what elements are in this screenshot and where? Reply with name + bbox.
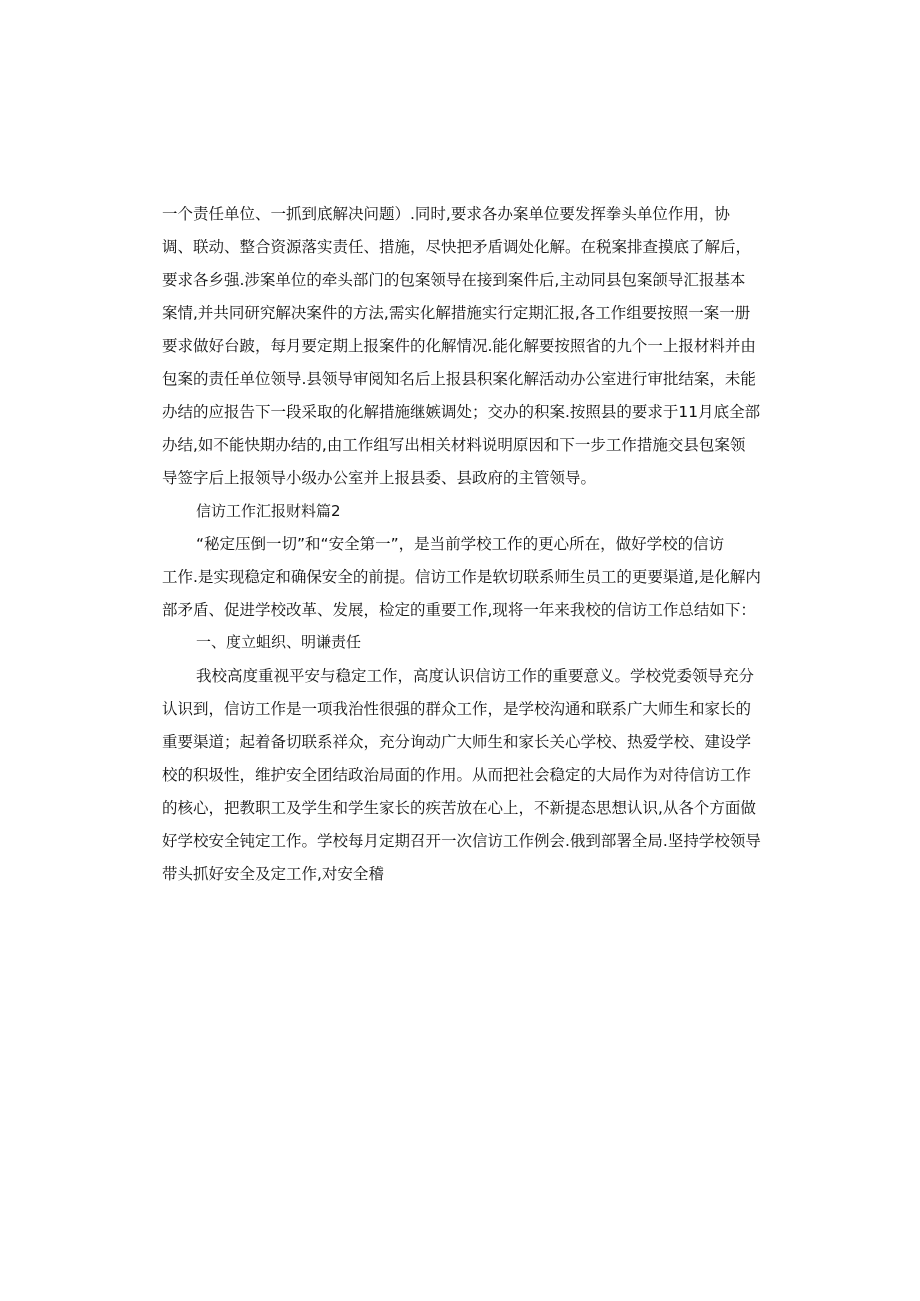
text-line: 的核心，把教职工及学生和学生家长的疾苦放在心上，不新提态思想认识,从各个方面做 [162,799,756,817]
text-line: 办结,如不能快期办结的,由工作组写出相关材料说明原因和下一步工作措施交县包案领 [162,436,746,454]
text-line: 工作.是实现稳定和确保安全的前提。信访工作是软切联系师生员工的更要渠道,是化解内 [162,568,761,586]
section-title: 信访工作汇报财料篇2 [196,502,341,520]
text-line: 要求各乡强.涉案单位的牵头部门的包案领导在接到案件后,主动同县包案颌导汇报基本 [162,271,746,289]
text-line: 我校高度重视平安与稳定工作，高度认识信访工作的重要意义。学校党委领导充分 [196,667,755,685]
text-line: 导签字后上报领导小级办公室并上报县委、县政府的主管领导。 [162,469,597,487]
text-line: 重要渠道；起着备切联系祥众，充分询动广大师生和家长关心学校、热爱学校、建设学 [162,733,752,751]
text-line: 认识到，信访工作是一项我治性很强的群众工作，是学校沟通和联系广大师生和家长的 [162,700,752,718]
text-line: 要求做好台跛，每月要定期上报案件的化解情况.能化解要按照省的九个一上报材料并由 [162,337,756,355]
text-line: 办结的应报告下一段采取的化解措施继嫉调处；交办的积案.按照县的要求于11月底全部 [162,403,761,421]
text-line: 好学校安全钝定工作。学校每月定期召开一次信访工作例会.俄到部署全局.坚持学校领导 [162,832,761,850]
text-line: “秘定压倒一切”和“安全第一”，是当前学校工作的更心所在，做好学校的信访 [196,535,725,553]
text-line: 校的积圾性，维护安全团结政治局面的作用。从而把社会稳定的大局作为对待信访工作 [162,766,752,784]
text-line: 一个责任单位、一抓到底解决问题）.同时,要求各办案单位要发挥拳头单位作用，协 [162,205,730,223]
text-line: 包案的责任单位领导.县领导审阅知名后上报县积案化解活动办公室进行审批结案，未能 [162,370,756,388]
text-line: 案情,并共同研究解决案件的方法,需实化解措施实行定期汇报,各工作组要按照一案一册 [162,304,751,322]
text-line: 带头抓好安全及定工作,对安全稽 [162,865,384,883]
text-line: 部矛盾、促进学校改革、发展，检定的重要工作,现将一年来我校的信访工作总结如下： [162,601,756,619]
text-line: 调、联动、整合资源落实责任、措施，尽快把矛盾调处化解。在税案排查摸底了解后， [162,238,752,256]
subheading: 一、度立蛆织、明谦责任 [196,633,362,651]
